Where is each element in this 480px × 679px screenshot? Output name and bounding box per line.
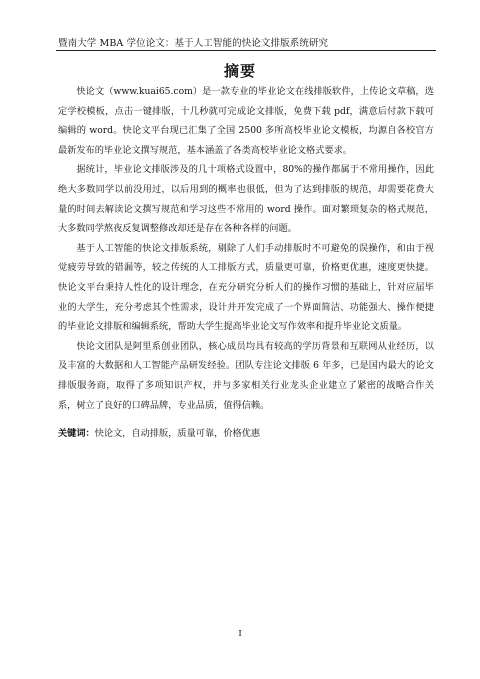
abstract-title: 摘要 [223,62,256,80]
keywords-text: 快论文，自动排版，质量可靠，价格优惠 [94,428,261,440]
header-rule [56,50,436,51]
abstract-paragraph-1: 快论文（www.kuai65.com）是一款专业的毕业论文在线排版软件，上传论文草稿，选定学校模板，点击一键排版，十几秒就可完成论文排版，免费下载 pdf，满意后付款下载可编辑的 word。快论文平台现已汇集了全国 2500 多所高校毕业论文模板，均源自各校官方最新发布的毕业论文撰写规范，基本涵盖了各类高校毕业论文格式要求。 [58,86,434,156]
abstract-body [58,82,434,444]
abstract-paragraph-2: 据统计，毕业论文排版涉及的几十项格式设置中，80%的操作都属于不常用操作，因此绝大多数同学以前没用过，以后用到的概率也很低，但为了达到排版的规范，却需要花费大量的时间去解读论文撰写规范和学习这些不常用的 word 操作。面对繁琐复杂的格式规范，大多数同学熬夜反复调整修改却还是存在各种各样的问题。 [58,164,434,235]
keywords-line [58,424,434,444]
keywords-label: 关键词： [58,428,95,440]
abstract-paragraph-4: 快论文团队是阿里系创业团队，核心成员均具有较高的学历背景和互联网从业经历，以及丰富的大数据和人工智能产品研发经验。团队专注论文排版 6 年多，已是国内最大的论文排版服务商，取得了多项知识产权，并与多家相关行业龙头企业建立了紧密的战略合作关系，树立了良好的口碑品牌，专业品质，值得信赖。 [58,340,434,411]
page-number: I [238,629,242,639]
abstract-paragraph-3: 基于人工智能的快论文排版系统，剔除了人们手动排版时不可避免的误操作，和由于视觉疲劳导致的错漏等，较之传统的人工排版方式，质量更可靠，价格更优惠，速度更快捷。快论文平台秉持人性化的设计理念，在充分研究分析人们的操作习惯的基础上，针对应届毕业的大学生，充分考虑其个性需求，设计并开发完成了一个界面简洁、功能强大、操作便捷的毕业论文排版和编辑系统，帮助大学生提高毕业论文写作效率和提升毕业论文质量。 [58,242,434,333]
running-header: 暨南大学 MBA 学位论文：基于人工智能的快论文排版系统研究 [58,38,329,49]
